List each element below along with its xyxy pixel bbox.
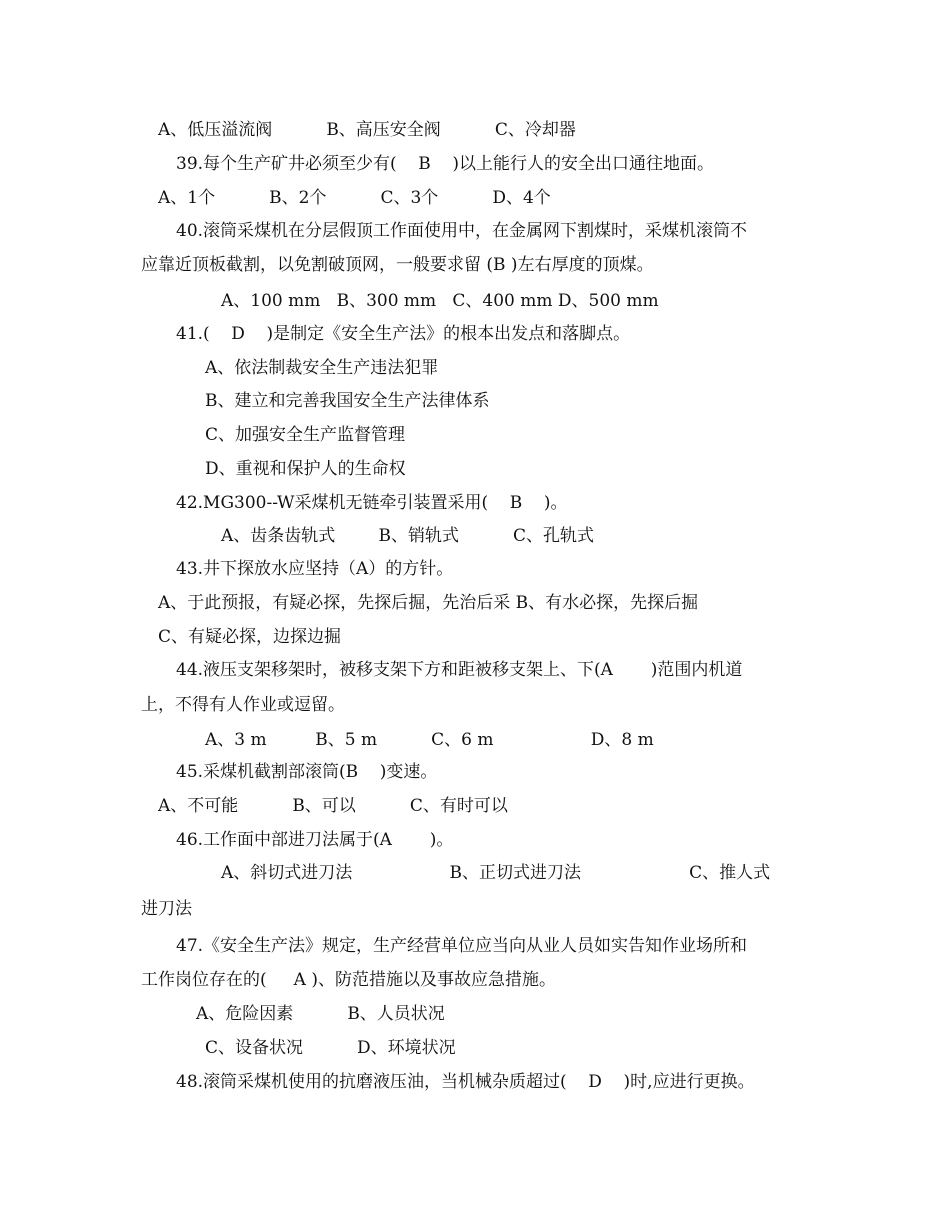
option-line: A、齿条齿轨式 B、销轨式 C、孔轨式	[221, 526, 595, 546]
question-46: 46.工作面中部进刀法属于(A )。	[176, 830, 454, 850]
option-line: C、加强安全生产监督管理	[205, 425, 406, 445]
question-43: 43.井下探放水应坚持（A）的方针。	[176, 559, 454, 579]
question-47-continued: 工作岗位存在的( A )、防范措施以及事故应急措施。	[141, 970, 556, 990]
option-line: C、设备状况 D、环境状况	[205, 1038, 456, 1058]
option-line: A、100 mm B、300 mm C、400 mm D、500 mm	[221, 291, 659, 311]
option-line-continued: 进刀法	[141, 899, 192, 919]
question-44-continued: 上，不得有人作业或逗留。	[141, 695, 345, 715]
question-42: 42.MG300--W采煤机无链牵引装置采用( B )。	[176, 493, 568, 513]
option-line: A、3 m B、5 m C、6 m D、8 m	[205, 730, 654, 750]
option-line: A、危险因素 B、人员状况	[196, 1004, 445, 1024]
question-48: 48.滚筒采煤机使用的抗磨液压油，当机械杂质超过( D )时,应进行更换。	[176, 1072, 755, 1092]
question-41: 41.( D )是制定《安全生产法》的根本出发点和落脚点。	[176, 324, 631, 344]
option-line: D、重视和保护人的生命权	[205, 459, 406, 479]
option-line: A、1个 B、2个 C、3个 D、4个	[158, 188, 551, 208]
option-line: A、于此预报，有疑必探，先探后掘，先治后采 B、有水必探，先探后掘	[158, 593, 699, 613]
question-39: 39.每个生产矿井必须至少有( B )以上能行人的安全出口通往地面。	[176, 154, 715, 174]
question-44: 44.液压支架移架时，被移支架下方和距被移支架上、下(A )范围内机道	[176, 660, 743, 680]
question-40-continued: 应靠近顶板截割，以免割破顶网，一般要求留 (B )左右厚度的顶煤。	[141, 255, 654, 275]
option-line: A、不可能 B、可以 C、有时可以	[158, 796, 508, 816]
option-line: A、依法制裁安全生产违法犯罪	[205, 358, 439, 378]
option-line: B、建立和完善我国安全生产法律体系	[205, 391, 490, 411]
question-47: 47.《安全生产法》规定，生产经营单位应当向从业人员如实告知作业场所和	[176, 936, 748, 956]
question-40: 40.滚筒采煤机在分层假顶工作面使用中，在金属网下割煤时，采煤机滚筒不	[176, 221, 748, 241]
option-line: A、低压溢流阀 B、高压安全阀 C、冷却器	[158, 120, 576, 140]
question-45: 45.采煤机截割部滚筒(B )变速。	[176, 762, 438, 782]
option-line: C、有疑必探，边探边掘	[158, 627, 342, 647]
option-line: A、斜切式进刀法 B、正切式进刀法 C、推人式	[221, 863, 771, 883]
